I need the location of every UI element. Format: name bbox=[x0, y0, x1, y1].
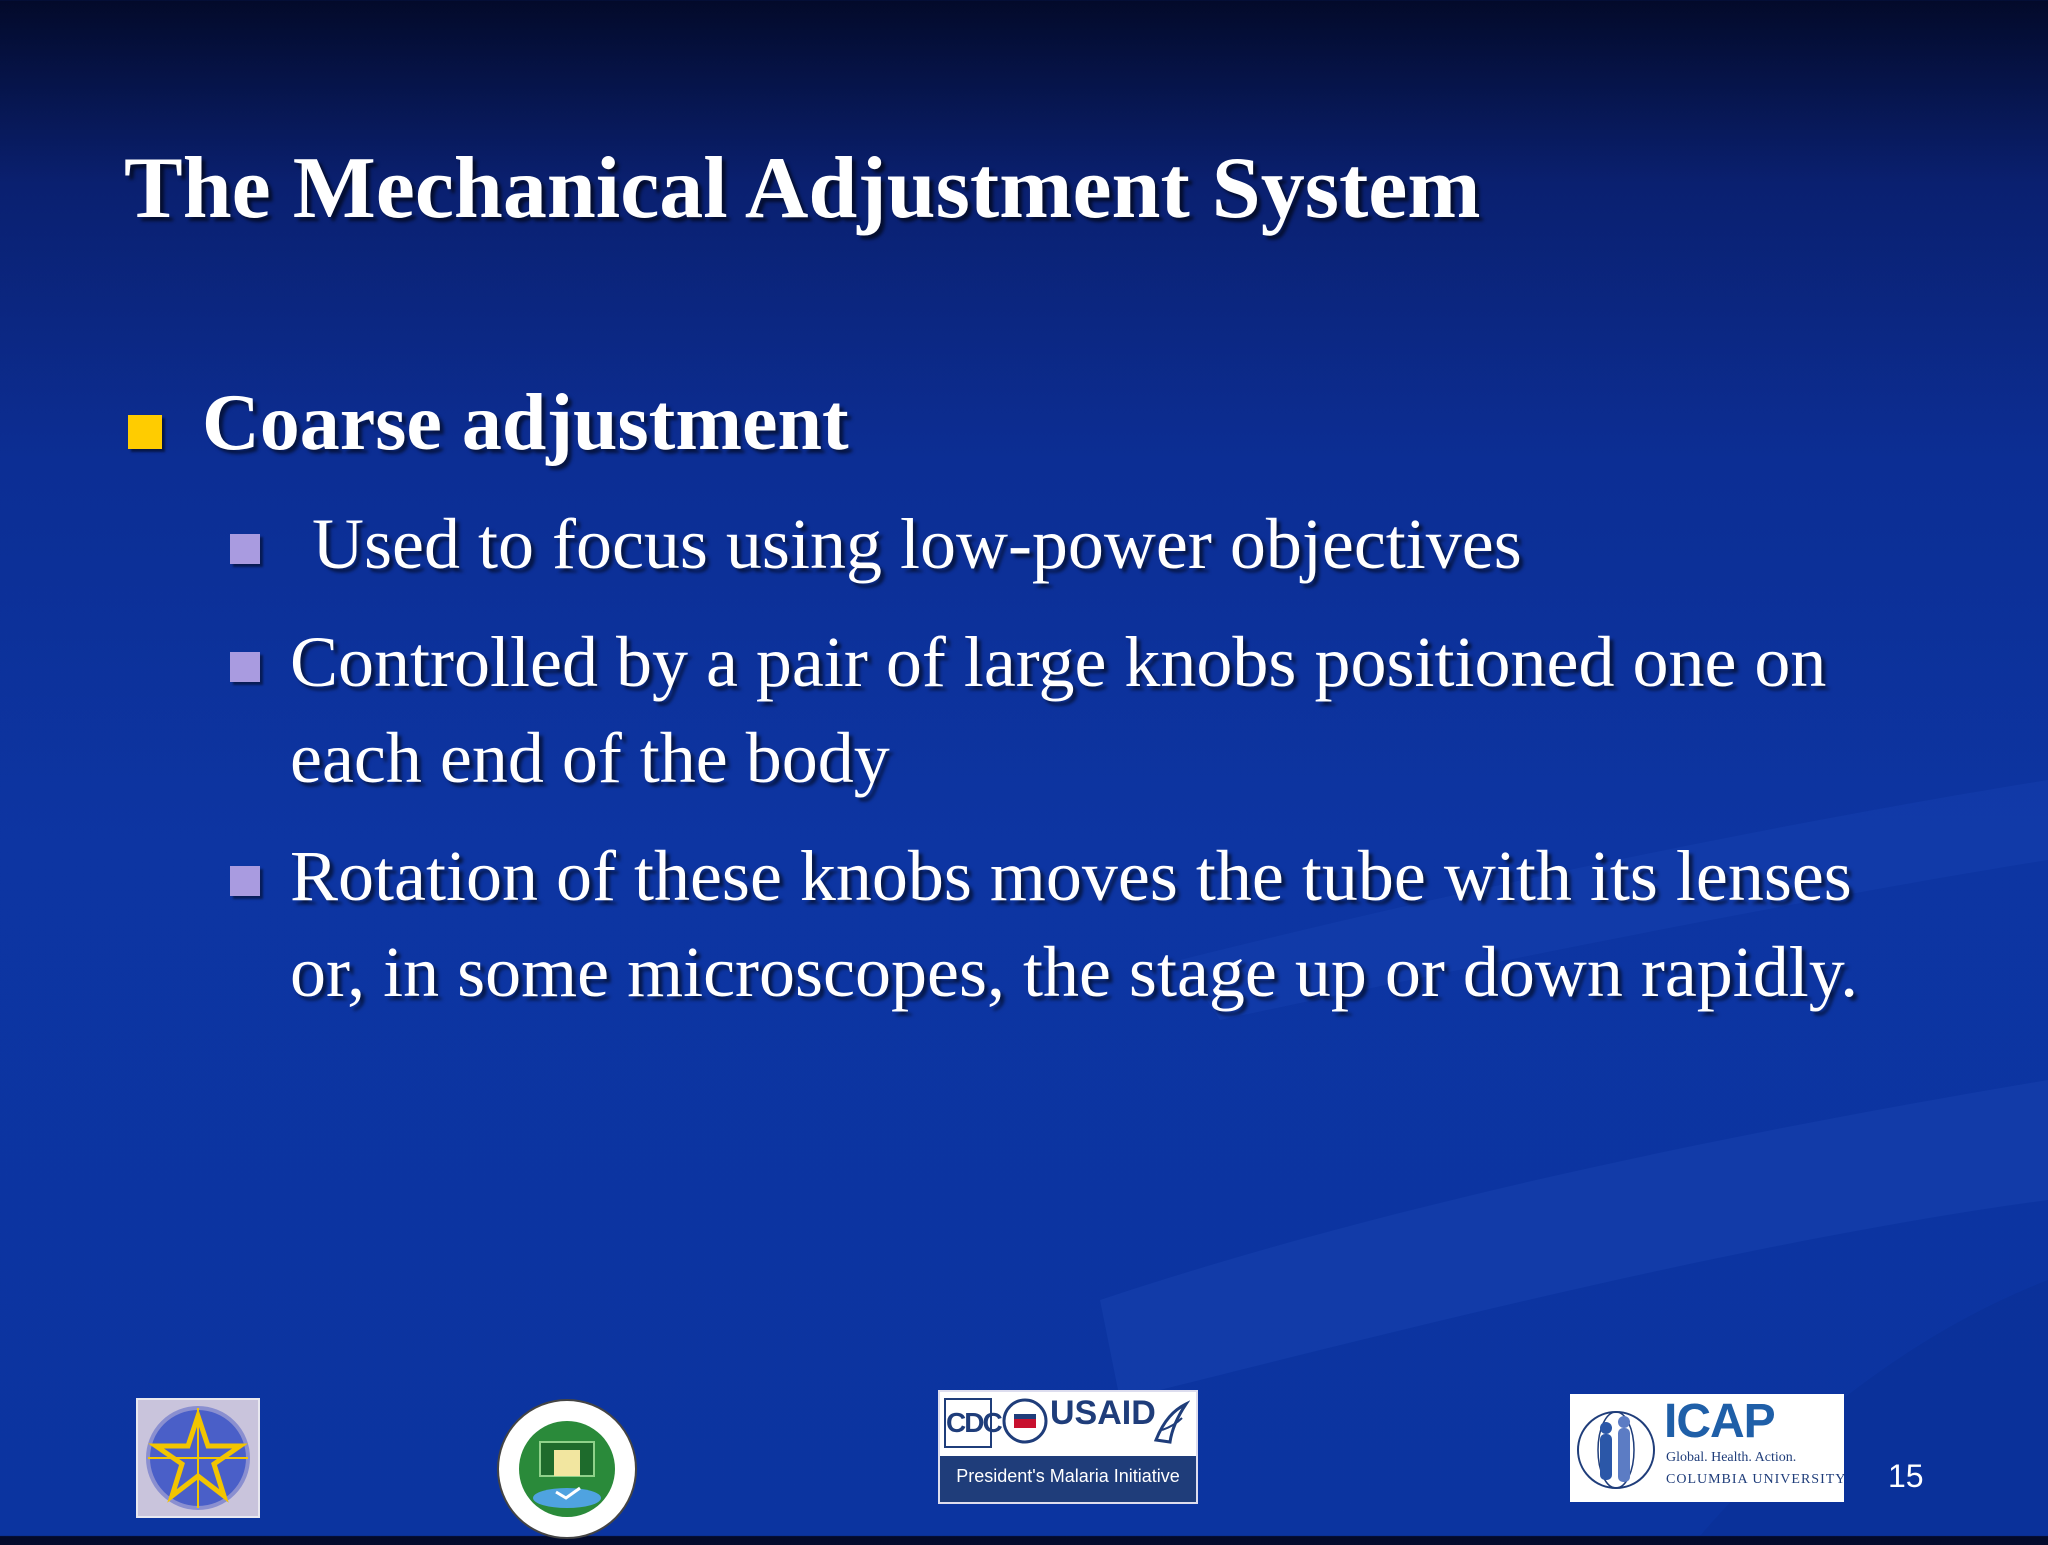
pmi-banner bbox=[940, 1456, 1196, 1502]
lavender-square-bullet-icon bbox=[230, 652, 260, 682]
slide-title: The Mechanical Adjustment System bbox=[124, 140, 1481, 237]
cdc-usaid-pmi-logo bbox=[938, 1390, 1198, 1504]
icap-wordmark: ICAP bbox=[1664, 1395, 1775, 1448]
slide-page-number: 15 bbox=[1888, 1458, 1924, 1494]
sub-bullet-text: Controlled by a pair of large knobs positioned one on each end of the body bbox=[290, 622, 1827, 798]
sub-bullet-text: Rotation of these knobs moves the tube with its lenses or, in some microscopes, the stage up or down rapidly. bbox=[290, 836, 1859, 1012]
yellow-square-bullet-icon bbox=[128, 415, 162, 449]
icap-tagline: Global. Health. Action. bbox=[1666, 1450, 1797, 1465]
usaid-wordmark: USAID bbox=[1050, 1394, 1156, 1432]
sub-bullet-2 bbox=[230, 614, 1870, 806]
lavender-square-bullet-icon bbox=[230, 866, 260, 896]
columbia-university-label: COLUMBIA UNIVERSITY bbox=[1666, 1472, 1847, 1487]
cdc-logo: CDC bbox=[944, 1398, 992, 1448]
sub-bullet-1 bbox=[230, 496, 1870, 592]
globe-figures-icon bbox=[1574, 1398, 1658, 1498]
ethiopia-emblem-logo bbox=[136, 1398, 260, 1518]
star-emblem-icon bbox=[138, 1400, 258, 1516]
lavender-square-bullet-icon bbox=[230, 534, 260, 564]
ministry-seal-logo bbox=[496, 1398, 638, 1540]
icap-columbia-logo bbox=[1570, 1394, 1847, 1502]
hhs-eagle-icon bbox=[1150, 1400, 1190, 1446]
bullet-text: Coarse adjustment bbox=[202, 379, 849, 467]
sub-bullet-3 bbox=[230, 828, 1870, 1020]
pmi-label: President's Malaria Initiative bbox=[956, 1466, 1180, 1486]
sub-bullet-text: Used to focus using low-power objectives bbox=[312, 504, 1522, 584]
usaid-seal-icon bbox=[1002, 1398, 1048, 1444]
